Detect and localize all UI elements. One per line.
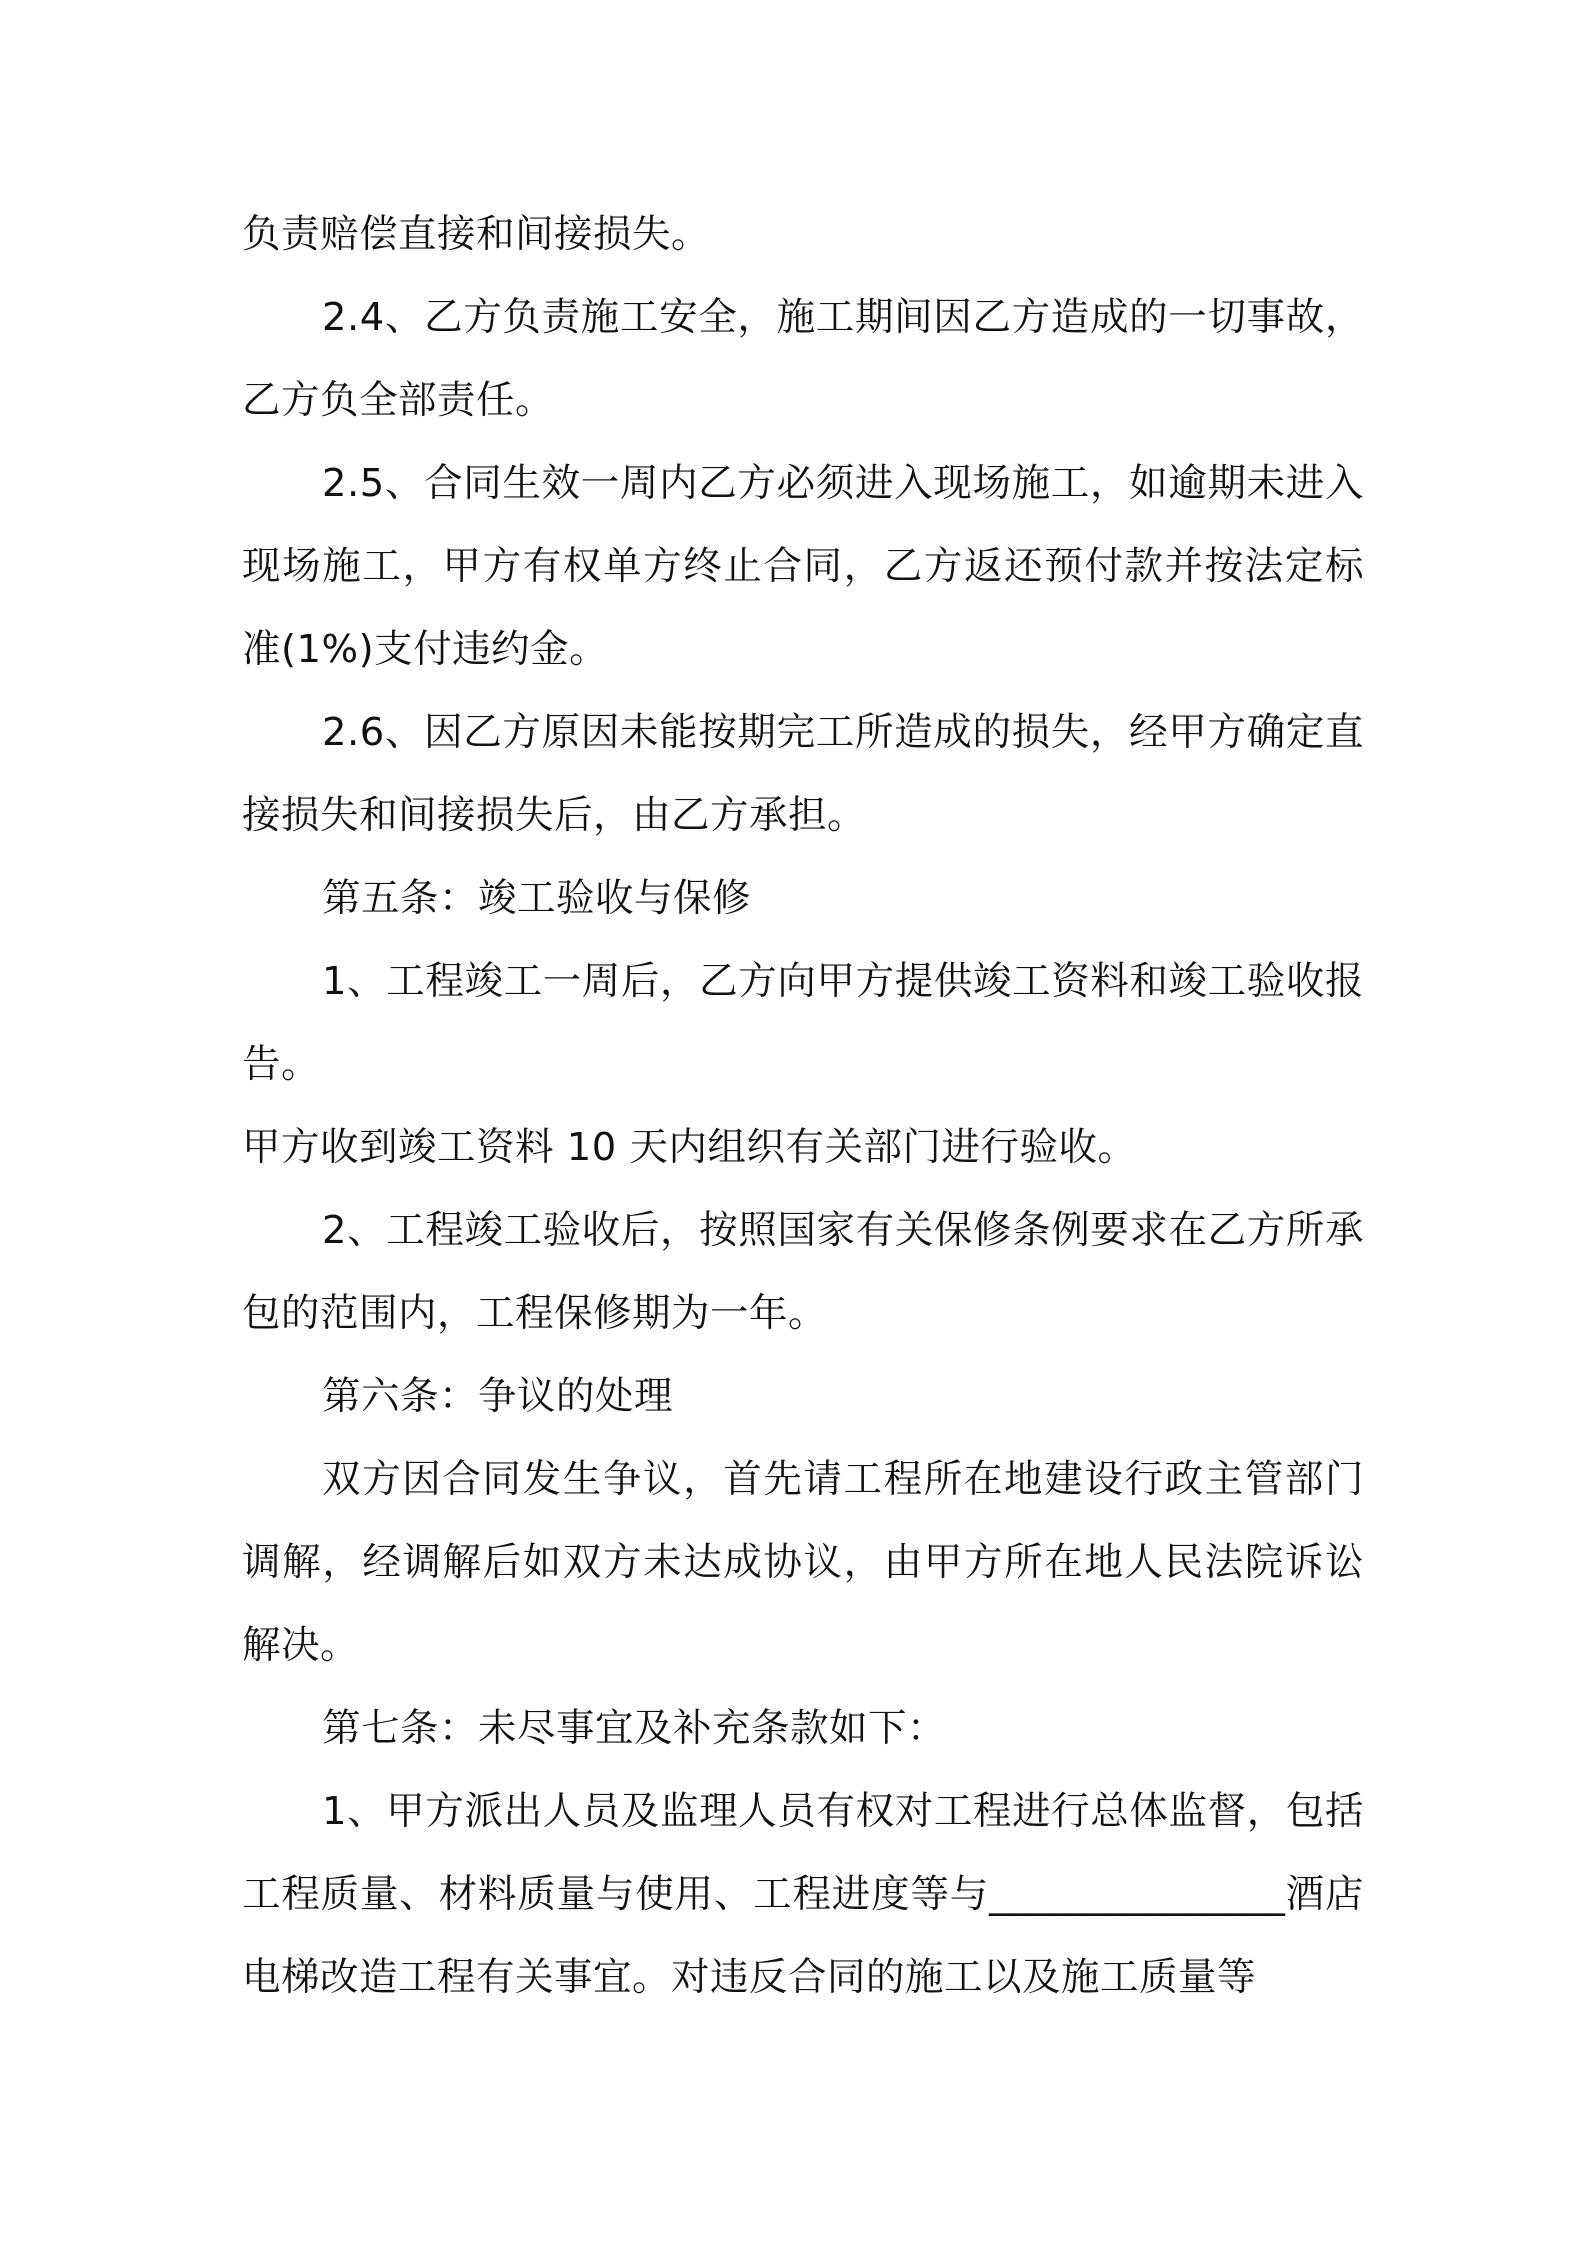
heading-article-7: 第七条：未尽事宜及补充条款如下： <box>322 1706 947 1751</box>
paragraph-acceptance: 甲方收到竣工资料 10 天内组织有关部门进行验收。 <box>242 1125 1137 1170</box>
paragraph-article-5-item-2: 2、工程竣工验收后，按照国家有关保修条例要求在乙方所承包的范围内，工程保修期为一年。 <box>242 1208 1364 1336</box>
heading-article-6: 第六条：争议的处理 <box>322 1374 674 1419</box>
paragraph-clause-2-5: 2.5、合同生效一周内乙方必须进入现场施工，如逾期未进入现场施工，甲方有权单方终止合同，乙方返还预付款并按法定标准(1%)支付违约金。 <box>242 461 1364 672</box>
paragraph-dispute: 双方因合同发生争议，首先请工程所在地建设行政主管部门调解，经调解后如双方未达成协议，由甲方所在地人民法院诉讼解决。 <box>242 1457 1364 1668</box>
paragraph-1: 负责赔偿直接和间接损失。 <box>242 212 711 257</box>
paragraph-article-7-item-1: 1、甲方派出人员及监理人员有权对工程进行总体监督，包括工程质量、材料质量与使用、工程进度等与_______________酒店电梯改造工程有关事宜。对违反合同的施工以及施工质量等 <box>242 1789 1364 2000</box>
paragraph-clause-2-6: 2.6、因乙方原因未能按期完工所造成的损失，经甲方确定直接损失和间接损失后，由乙方承担。 <box>242 710 1364 838</box>
heading-article-5: 第五条：竣工验收与保修 <box>322 876 752 921</box>
paragraph-clause-2-4: 2.4、乙方负责施工安全，施工期间因乙方造成的一切事故，乙方负全部责任。 <box>242 295 1364 423</box>
paragraph-article-5-item-1: 1、工程竣工一周后，乙方向甲方提供竣工资料和竣工验收报告。 <box>242 959 1364 1087</box>
document-body <box>242 193 1364 2019</box>
